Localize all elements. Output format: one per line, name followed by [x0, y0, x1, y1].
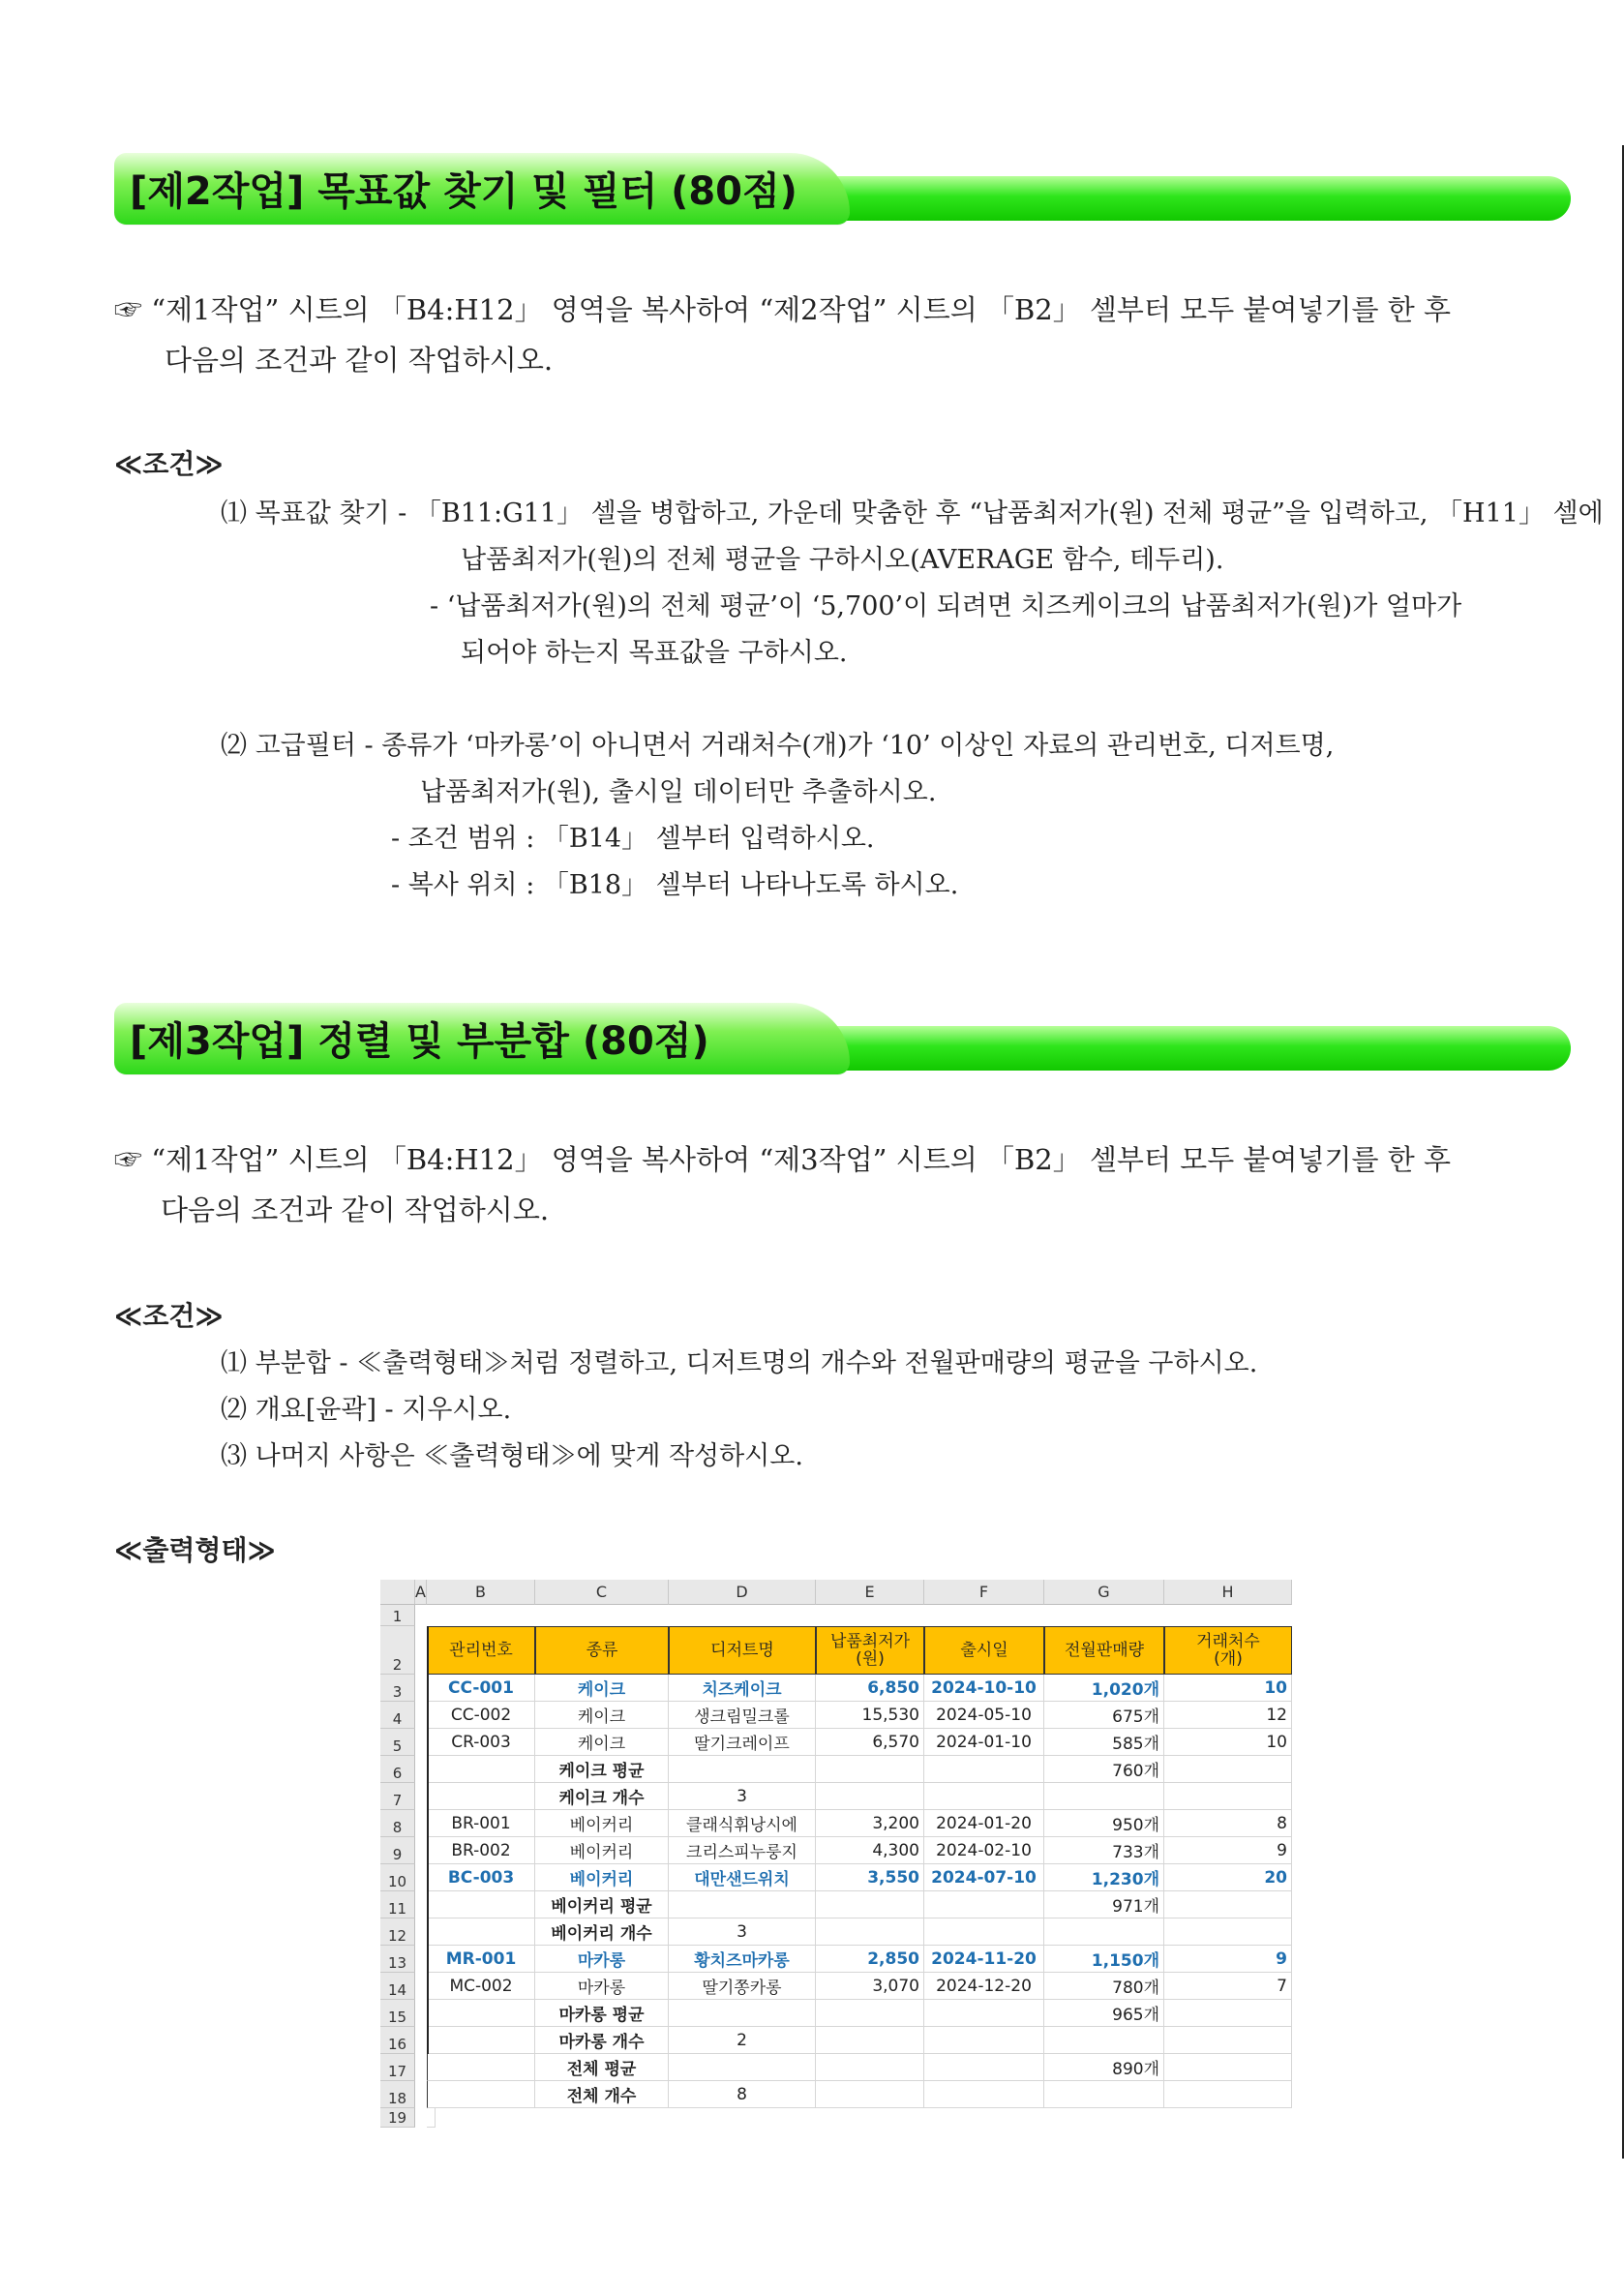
table-cell: 15,530 — [816, 1702, 924, 1729]
table-cell: BC-003 — [427, 1864, 535, 1891]
section3-title: [제3작업] 정렬 및 부분합 (80점) — [130, 1019, 709, 1064]
row-header: 18 — [380, 2081, 415, 2108]
section3-banner — [114, 1003, 1571, 1084]
cond2-line-4: 되어야 하는지 목표값을 구하시오. — [461, 638, 848, 668]
table-cell — [1164, 2027, 1292, 2054]
section2-banner — [114, 153, 1571, 234]
table-cell: 890개 — [1044, 2054, 1164, 2081]
table-cell — [427, 1756, 535, 1783]
table-cell: 780개 — [1044, 1973, 1164, 2000]
table-cell: 3,200 — [816, 1810, 924, 1837]
table-cell — [924, 1891, 1044, 1918]
table-cell: 6,570 — [816, 1729, 924, 1756]
table-cell: CC-002 — [427, 1702, 535, 1729]
table-cell: 3,550 — [816, 1864, 924, 1891]
table-cell: 케이크 — [535, 1675, 669, 1702]
table-cell: 2024-01-20 — [924, 1810, 1044, 1837]
table-cell: 베이커리 평균 — [535, 1891, 669, 1918]
table-cell: 8 — [669, 2081, 816, 2108]
column-header: E — [816, 1580, 924, 1605]
row-header: 1 — [380, 1605, 415, 1626]
table-cell — [669, 1891, 816, 1918]
table-cell: 황치즈마카롱 — [669, 1946, 816, 1973]
cond3-line-3: ⑶ 나머지 사항은 ≪출력형태≫에 맞게 작성하시오. — [221, 1441, 803, 1471]
table-cell: 마카롱 개수 — [535, 2027, 669, 2054]
table-cell: 마카롱 평균 — [535, 2000, 669, 2027]
table-cell: 케이크 평균 — [535, 1756, 669, 1783]
table-cell: 9 — [1164, 1946, 1292, 1973]
row-header: 16 — [380, 2027, 415, 2054]
column-header: D — [669, 1580, 816, 1605]
section2-intro-line2: 다음의 조건과 같이 작업하시오. — [165, 344, 554, 377]
table-cell: 2024-05-10 — [924, 1702, 1044, 1729]
row-header: 5 — [380, 1729, 415, 1756]
table-cell-blank — [427, 2108, 436, 2128]
table-cell: 2024-01-10 — [924, 1729, 1044, 1756]
table-header-cell: 디저트명 — [669, 1626, 816, 1675]
table-cell — [924, 1783, 1044, 1810]
table-cell — [1164, 1783, 1292, 1810]
table-cell: 케이크 — [535, 1702, 669, 1729]
table-cell — [1164, 2000, 1292, 2027]
spreadsheet-output — [380, 1580, 1304, 2131]
table-cell — [1044, 2027, 1164, 2054]
cond2-line-7: - 조건 범위 : 「B14」 셀부터 입력하시오. — [391, 824, 875, 854]
table-cell: 6,850 — [816, 1675, 924, 1702]
table-cell — [924, 2000, 1044, 2027]
table-cell — [816, 1918, 924, 1946]
cond3-line-1: ⑴ 부분합 - ≪출력형태≫처럼 정렬하고, 디저트명의 개수와 전월판매량의 평균을 구하시오. — [221, 1348, 1258, 1378]
table-cell: 케이크 개수 — [535, 1783, 669, 1810]
table-cell: 마카롱 — [535, 1973, 669, 2000]
table-cell: 760개 — [1044, 1756, 1164, 1783]
cond3-line-2: ⑵ 개요[윤곽] - 지우시오. — [221, 1395, 512, 1425]
table-cell: 733개 — [1044, 1837, 1164, 1864]
table-cell: 베이커리 — [535, 1837, 669, 1864]
table-header-cell: 종류 — [535, 1626, 669, 1675]
section2-condition-title: ≪조건≫ — [114, 448, 224, 480]
table-header-cell: 관리번호 — [427, 1626, 535, 1675]
section2-title: [제2작업] 목표값 찾기 및 필터 (80점) — [130, 169, 797, 214]
table-cell — [924, 2081, 1044, 2108]
table-cell — [1044, 1783, 1164, 1810]
row-header: 9 — [380, 1837, 415, 1864]
table-cell: 2024-12-20 — [924, 1973, 1044, 2000]
section2-intro-line1: ☞ “제1작업” 시트의 「B4:H12」 영역을 복사하여 “제2작업” 시트의 「B2」 셀부터 모두 붙여넣기를 한 후 — [114, 293, 1451, 326]
table-cell: 8 — [1164, 1810, 1292, 1837]
table-cell: 3 — [669, 1918, 816, 1946]
cond2-line-6: 납품최저가(원), 출시일 데이터만 추출하시오. — [420, 777, 937, 807]
table-cell — [816, 1756, 924, 1783]
row-header: 4 — [380, 1702, 415, 1729]
table-cell: 대만샌드위치 — [669, 1864, 816, 1891]
row-header: 19 — [380, 2108, 415, 2128]
row-header: 17 — [380, 2054, 415, 2081]
table-cell — [427, 1891, 535, 1918]
table-cell: 971개 — [1044, 1891, 1164, 1918]
table-cell — [427, 1783, 535, 1810]
table-cell — [427, 1918, 535, 1946]
table-cell: 치즈케이크 — [669, 1675, 816, 1702]
table-cell: 2024-07-10 — [924, 1864, 1044, 1891]
table-cell: 생크림밀크롤 — [669, 1702, 816, 1729]
table-cell: CR-003 — [427, 1729, 535, 1756]
table-cell — [1164, 2054, 1292, 2081]
row-header: 2 — [380, 1626, 415, 1675]
table-cell — [1164, 2081, 1292, 2108]
row-header: 10 — [380, 1864, 415, 1891]
column-header: G — [1044, 1580, 1164, 1605]
cond2-line-1: ⑴ 목표값 찾기 - 「B11:G11」 셀을 병합하고, 가운데 맞춤한 후 “납품최저가(원) 전체 평균”을 입력하고, 「H11」 셀에 — [221, 498, 1604, 529]
row-header: 13 — [380, 1946, 415, 1973]
table-cell — [924, 2054, 1044, 2081]
section3-intro-line1: ☞ “제1작업” 시트의 「B4:H12」 영역을 복사하여 “제3작업” 시트의 「B2」 셀부터 모두 붙여넣기를 한 후 — [114, 1143, 1451, 1176]
output-form-title: ≪출력형태≫ — [114, 1534, 276, 1566]
table-cell: 675개 — [1044, 1702, 1164, 1729]
row-header: 14 — [380, 1973, 415, 2000]
table-cell: 2 — [669, 2027, 816, 2054]
cond2-line-2: 납품최저가(원)의 전체 평균을 구하시오(AVERAGE 함수, 테두리). — [461, 545, 1224, 575]
table-cell: 965개 — [1044, 2000, 1164, 2027]
column-header: F — [924, 1580, 1044, 1605]
table-cell — [669, 1756, 816, 1783]
table-cell: 1,020개 — [1044, 1675, 1164, 1702]
table-cell — [924, 1918, 1044, 1946]
table-cell: 585개 — [1044, 1729, 1164, 1756]
table-cell — [427, 2054, 535, 2081]
table-cell — [1044, 2081, 1164, 2108]
table-cell — [669, 2054, 816, 2081]
table-cell: 9 — [1164, 1837, 1292, 1864]
table-cell: 크리스피누룽지 — [669, 1837, 816, 1864]
table-cell — [427, 2081, 535, 2108]
cond2-line-8: - 복사 위치 : 「B18」 셀부터 나타나도록 하시오. — [391, 870, 959, 900]
table-header-cell: 전월판매량 — [1044, 1626, 1164, 1675]
column-header: A — [415, 1580, 427, 1605]
table-cell: 케이크 — [535, 1729, 669, 1756]
table-cell: 10 — [1164, 1729, 1292, 1756]
table-cell: 3,070 — [816, 1973, 924, 2000]
table-cell — [427, 2027, 535, 2054]
table-cell — [816, 2027, 924, 2054]
table-cell — [1164, 1918, 1292, 1946]
table-cell — [1044, 1918, 1164, 1946]
table-cell: 950개 — [1044, 1810, 1164, 1837]
table-header-cell: 납품최저가 (원) — [816, 1626, 924, 1675]
table-cell: 전체 평균 — [535, 2054, 669, 2081]
cond2-line-3: - ‘납품최저가(원)의 전체 평균’이 ‘5,700’이 되려면 치즈케이크의 납품최저가(원)가 얼마가 — [430, 591, 1462, 621]
table-cell: 딸기쫑카롱 — [669, 1973, 816, 2000]
table-cell: 10 — [1164, 1675, 1292, 1702]
table-cell: 마카롱 — [535, 1946, 669, 1973]
table-cell — [816, 1891, 924, 1918]
table-cell: 12 — [1164, 1702, 1292, 1729]
table-cell: 딸기크레이프 — [669, 1729, 816, 1756]
row-header: 11 — [380, 1891, 415, 1918]
cond2-line-5: ⑵ 고급필터 - 종류가 ‘마카롱’이 아니면서 거래처수(개)가 ‘10’ 이상인 자료의 관리번호, 디저트명, — [221, 731, 1335, 761]
table-cell: 2,850 — [816, 1946, 924, 1973]
table-cell: 2024-10-10 — [924, 1675, 1044, 1702]
table-cell — [816, 2081, 924, 2108]
table-header-cell: 출시일 — [924, 1626, 1044, 1675]
column-header: B — [427, 1580, 535, 1605]
table-cell — [816, 1783, 924, 1810]
table-cell: MR-001 — [427, 1946, 535, 1973]
table-cell: 클래식휘낭시에 — [669, 1810, 816, 1837]
row-header: 15 — [380, 2000, 415, 2027]
section3-condition-title: ≪조건≫ — [114, 1300, 224, 1332]
table-cell: 7 — [1164, 1973, 1292, 2000]
table-cell: 전체 개수 — [535, 2081, 669, 2108]
corner-cell — [380, 1580, 415, 1605]
table-cell — [924, 2027, 1044, 2054]
table-cell — [427, 2000, 535, 2027]
table-cell — [1164, 1891, 1292, 1918]
section3-intro-line2: 다음의 조건과 같이 작업하시오. — [161, 1193, 550, 1226]
row-header: 8 — [380, 1810, 415, 1837]
table-cell: 2024-11-20 — [924, 1946, 1044, 1973]
table-cell: 베이커리 개수 — [535, 1918, 669, 1946]
table-cell: BR-001 — [427, 1810, 535, 1837]
table-cell: 3 — [669, 1783, 816, 1810]
column-header: C — [535, 1580, 669, 1605]
table-cell — [1164, 1756, 1292, 1783]
table-cell: 1,150개 — [1044, 1946, 1164, 1973]
table-cell: BR-002 — [427, 1837, 535, 1864]
table-cell: 2024-02-10 — [924, 1837, 1044, 1864]
table-cell: 1,230개 — [1044, 1864, 1164, 1891]
table-cell — [816, 2054, 924, 2081]
table-cell: 20 — [1164, 1864, 1292, 1891]
table-cell — [816, 2000, 924, 2027]
row-header: 3 — [380, 1675, 415, 1702]
table-cell — [669, 2000, 816, 2027]
row-header: 12 — [380, 1918, 415, 1946]
table-cell — [924, 1756, 1044, 1783]
table-cell: 4,300 — [816, 1837, 924, 1864]
table-cell: 베이커리 — [535, 1864, 669, 1891]
table-cell: 베이커리 — [535, 1810, 669, 1837]
table-cell: MC-002 — [427, 1973, 535, 2000]
row-header: 7 — [380, 1783, 415, 1810]
table-cell: CC-001 — [427, 1675, 535, 1702]
table-header-cell: 거래처수 (개) — [1164, 1626, 1292, 1675]
row-header: 6 — [380, 1756, 415, 1783]
column-header: H — [1164, 1580, 1292, 1605]
